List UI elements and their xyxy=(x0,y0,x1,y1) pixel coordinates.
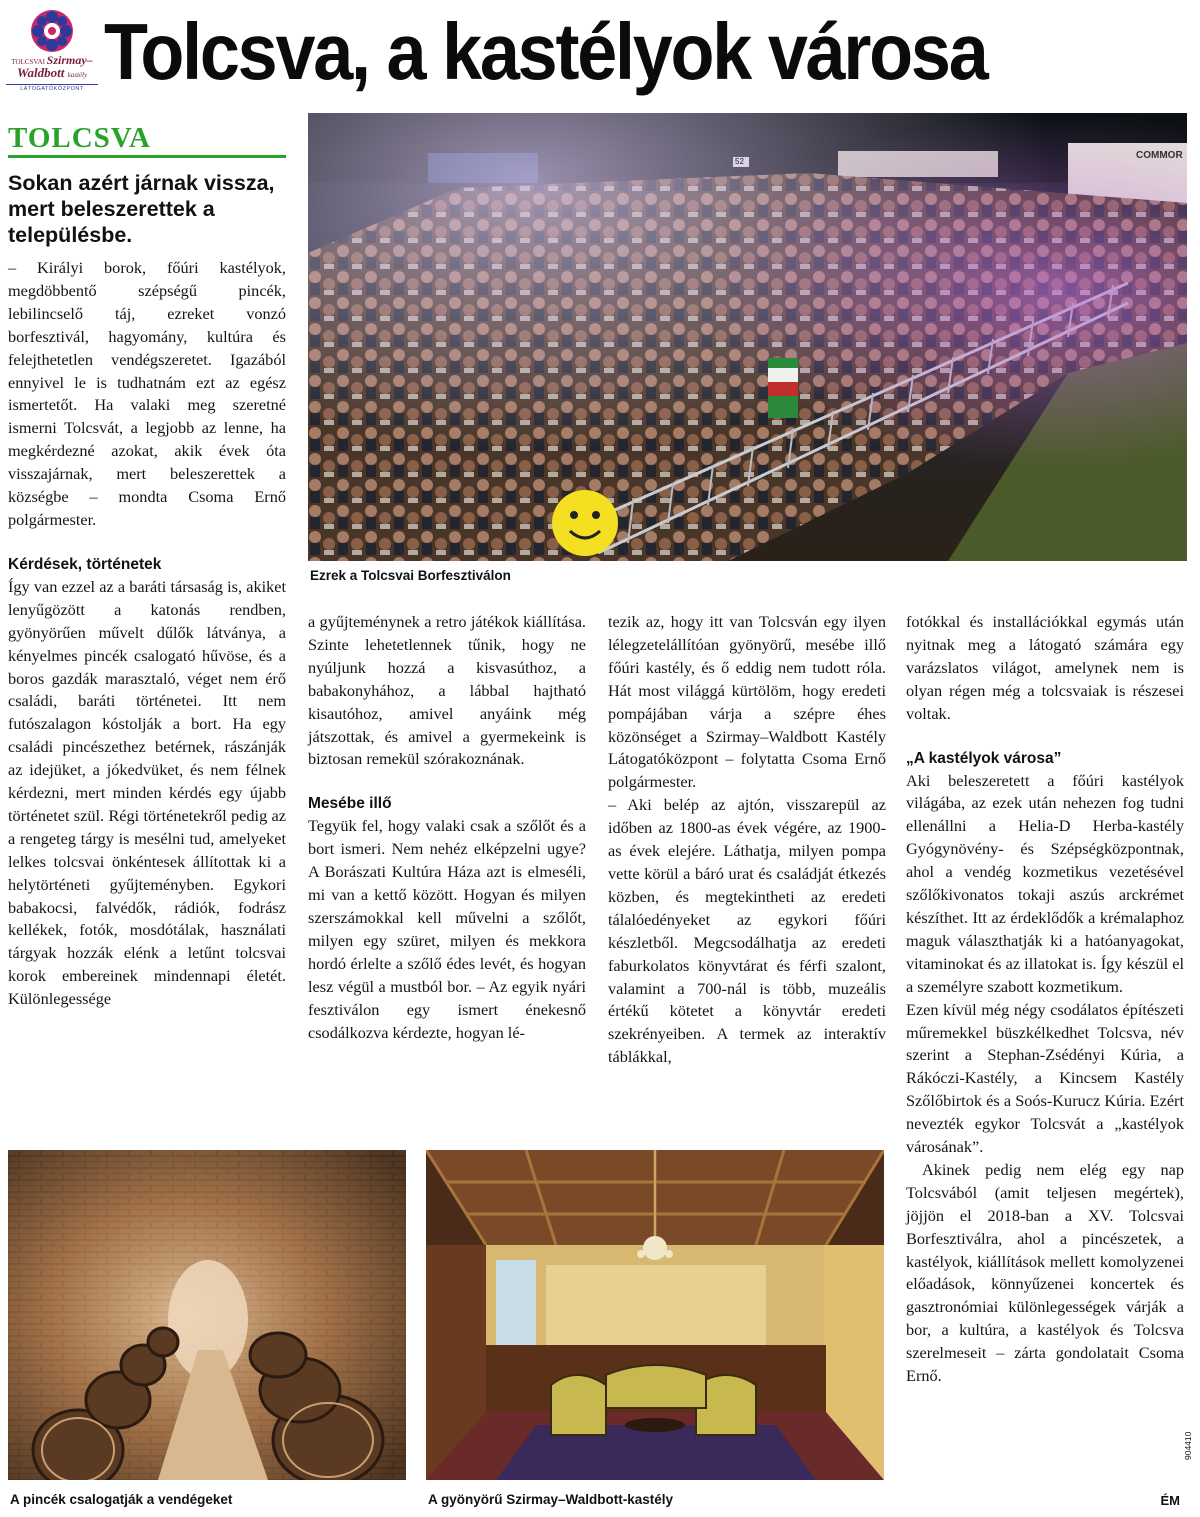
festival-crowd-image xyxy=(308,113,1187,561)
col2-text-2: Tegyük fel, hogy valaki csak a szőlőt és a bort ismeri. Nem nehéz elképzelni ugye? A Borászati Kultúra Háza azt is elmeséli, mi van a kettő között. Hogyan és milyen szerszámokkal kell művelni a szőlőt, milyen egy szüret, milyen és mekkora hordó érlelte a szőlő édes levét, és hogyan lesz végül a mustból bor. – Az egyik nyári fesztiválon egy ismert énekesnő csodálkozva kérdezte, hogyan lé- xyxy=(308,816,586,1042)
col3-text-2: – Aki belép az ajtón, visszarepül az időben az 1800-as évek végére, az 1900-as évek elejére. Láthatja, milyen pompa vette körül a báró urat és családját étkezés közben, és megtekintheti az eredeti tálalóedényeket az egykori főúri készletből. Megcsodálhatja az eredeti faburkolatos könyvtárat és férfi szalont, valamint a 700-nál is több, muzeális értékű kötetet a könyvtár eredeti szekrényeiben. A termek az interaktív táblákkal, xyxy=(608,795,886,1067)
section-questions-text: Így van ezzel az a baráti társaság is, akiket lenyűgözött a katonás rendben, gyönyörűen művelt dűlők látványa, a kényelmes pincék csalogató hűvöse, és a boros gazdák marasztaló, véget nem érő családi, baráti történetei. Itt nem futószalagon kóstolják a bort. Ha egy családi pincészethez betérnek, rászánják az idejüket, a jókedvüket, és nem félnek kérdezni, mert minden kérdés egy újabb történetet szül. Régi történetekről pedig az a rengeteg tárgy is mesélni tud, amelyeket lelkes tolcsvai önkéntesek állítottak ki a helytörténeti gyűjteményben. Egykori babakocsi, falvédők, rádiók, fodrász kellékek, fotók, mosdótálak, használati tárgyak hozzák elénk a letűnt tolcsvai korok embereinek mindennapi életét. Különlegessége xyxy=(8,576,286,1009)
column-3 xyxy=(608,611,886,1069)
section-heading-castles-town: „A kastélyok városa” xyxy=(906,749,1062,767)
column-1 xyxy=(8,257,286,1011)
col4-text-3: Ezen kívül még négy csodálatos építészeti műremekkel büszkélkedhet Tolcsva, név szerint a Stephan-Zsédényi Kúria, a Rákóczi-Kastély, a Kincsem Kastély Szőlőbirtok és a Soós-Kurucz Kúria. Ezért nevezték egykor Tolcsvát a „kastélyok városának”. xyxy=(906,999,1184,1157)
cellar-photo xyxy=(8,1150,406,1480)
cellar-caption: A pincék csalogatják a vendégeket xyxy=(10,1492,233,1507)
col4-text-2: Aki beleszeretett a főúri kastélyok világába, az ezek után nehezen fog tudni ellenállni a Helia-D Herba-kastély Gyógynövény- és Szépségközpontnak, ahol a vendég kozmetikus vezetésével szőlőkivonatos tokaji aszús arckrémet készíthet. Itt az érdeklődők a krémalaphoz maguk választhatják ki a hatóanyagokat, vitaminokat és az illatokat is. Így készül el a személyre szabott kozmetikum. xyxy=(906,770,1184,996)
ad-code: 904410 xyxy=(1183,1431,1193,1460)
section-heading-questions: Kérdések, történetek xyxy=(8,555,162,573)
column-4 xyxy=(906,611,1184,1388)
col3-text-1: tezik az, hogy itt van Tolcsván egy ilyen lélegzetelállítóan gyönyörű, mesébe illő főúri kastély, és ő eddig nem tudott róla. Hát most világgá kürtölöm, hogy eredeti pompájában várja a szépre éhes közönséget a Szirmay–Waldbott Kastély Látogatóközpont – folytatta Csoma Ernő polgármester. xyxy=(608,612,886,792)
flower-emblem-icon xyxy=(29,8,75,54)
logo xyxy=(6,8,98,102)
logo-line-1: TOLCSVAI Szirmay– xyxy=(11,53,93,67)
logo-line-3: LÁTOGATÓKÖZPONT xyxy=(6,84,98,92)
logo-line-2: Waldbott kastély xyxy=(16,65,88,80)
festival-caption: Ezrek a Tolcsvai Borfesztiválon xyxy=(310,568,511,583)
festival-photo xyxy=(308,113,1187,561)
intro-paragraph: – Királyi borok, főúri kastélyok, megdöbbentő szépségű pincék, lebilincselő táj, ezreket vonzó borfesztivál, hagyomány, kultúra és felejthetetlen vendégszeretet. Igazából ennyivel le is tudhatnám ezt az egész ismertetőt. Ha valaki meg szeretné ismerni Tolcsvát, a legjobb az lenne, ha megkérdezné azokat, akik évek óta visszajárnak, mert beleszerettek a községbe – mondta Csoma Ernő polgármester. xyxy=(8,258,286,529)
signature: ÉM xyxy=(1160,1493,1180,1508)
column-2 xyxy=(308,611,586,1044)
col2-text-1: a gyűjteménynek a retro játékok kiállítása. Szinte lehetetlennek tűnik, hogy ne nyúljunk hozzá a kisvasúthoz, a babakonyhához, a lábbal hajtható kisautóhoz, amivel anyáink még játszottak, és amivel a gyermekeink is biztosan remekül szórakoznának. xyxy=(308,612,586,769)
col4-text-4: Akinek pedig nem elég egy nap Tolcsvából (amit teljesen megértek), jöjjön el 2018-ban a XV. Tolcsvai Borfesztiválra, ahol a pincészetek, a kastélyok, kiállítások mellett komolyzenei előadások, könnyűzenei koncertek és gasztronómiai különlegességek várják a bor, a kultúra, a kastélyok és Tolcsva szerelmeseit – zárta gondolatait Csoma Ernő. xyxy=(906,1159,1184,1386)
headline: Tolcsva, a kastélyok városa xyxy=(104,7,987,96)
cellar-barrels-image xyxy=(8,1150,406,1480)
kicker: TOLCSVA xyxy=(8,122,286,158)
col4-text-1: fotókkal és installációkkal egymás után nyitnak meg a látogató számára egy varázslatos világot, amelynek nem is olyan régen még a tolcsvaiak is részesei voltak. xyxy=(906,612,1184,723)
section-heading-fairytale: Mesébe illő xyxy=(308,795,392,813)
festival-sign-number: 52 xyxy=(735,157,744,166)
festival-sign-text: COMMOR xyxy=(1136,150,1183,161)
castle-photo xyxy=(426,1150,884,1480)
castle-interior-image xyxy=(426,1150,884,1480)
subhead: Sokan azért járnak vissza, mert beleszerettek a településbe. xyxy=(8,171,275,247)
castle-caption: A gyönyörű Szirmay–Waldbott-kastély xyxy=(428,1492,674,1507)
